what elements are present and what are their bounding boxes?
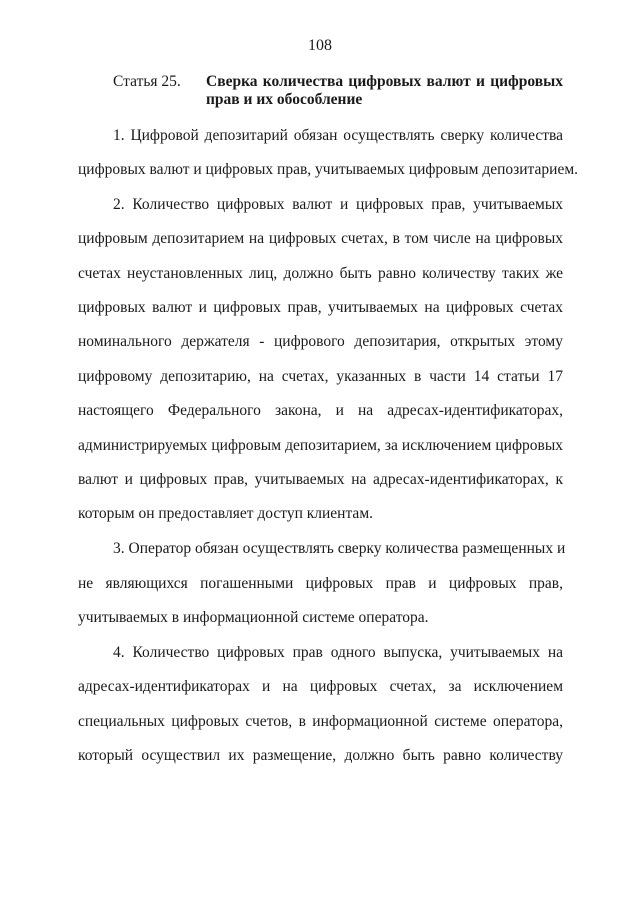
text-line-6: цифровых валют и цифровых прав, учитываемых на цифровых счетах <box>78 299 563 316</box>
text-line-9: настоящего Федерального закона, и на адресах-идентификаторах, <box>78 402 563 419</box>
text-line-16: 4. Количество цифровых прав одного выпуска, учитываемых на <box>113 644 563 661</box>
text-line-14: не являющихся погашенными цифровых прав и цифровых прав, <box>78 575 563 592</box>
text-line-19: который осуществил их размещение, должно быть равно количеству <box>78 747 563 764</box>
text-line-12: которым он предоставляет доступ клиентам. <box>78 505 373 522</box>
text-line-10: администрируемых цифровым депозитарием, за исключением цифровых <box>78 437 563 454</box>
text-line-11: валют и цифровых прав, учитываемых на адресах-идентификаторах, к <box>78 471 563 488</box>
text-line-8: цифровому депозитарию, на счетах, указанных в части 14 статьи 17 <box>78 368 563 385</box>
text-line-2: цифровых валют и цифровых прав, учитываемых цифровым депозитарием. <box>78 161 579 178</box>
text-line-7: номинального держателя - цифрового депозитария, открытых этому <box>78 333 563 350</box>
text-line-5: счетах неустановленных лиц, должно быть равно количеству таких же <box>78 265 563 282</box>
text-line-13: 3. Оператор обязан осуществлять сверку количества размещенных и <box>113 540 566 557</box>
text-line-15: учитываемых в информационной системе оператора. <box>78 609 429 626</box>
article-title: Сверка количества цифровых валют и цифровых прав и их обособление <box>206 73 563 108</box>
article-label: Статья 25. <box>113 73 181 90</box>
page-number: 108 <box>308 37 332 54</box>
text-line-17: адресах-идентификаторах и на цифровых счетах, за исключением <box>78 678 563 695</box>
text-line-4: цифровым депозитарием на цифровых счетах, в том числе на цифровых <box>78 230 563 247</box>
text-line-1: 1. Цифровой депозитарий обязан осуществлять сверку количества <box>113 127 563 144</box>
text-line-18: специальных цифровых счетов, в информационной системе оператора, <box>78 713 563 730</box>
text-line-3: 2. Количество цифровых валют и цифровых прав, учитываемых <box>113 196 563 213</box>
